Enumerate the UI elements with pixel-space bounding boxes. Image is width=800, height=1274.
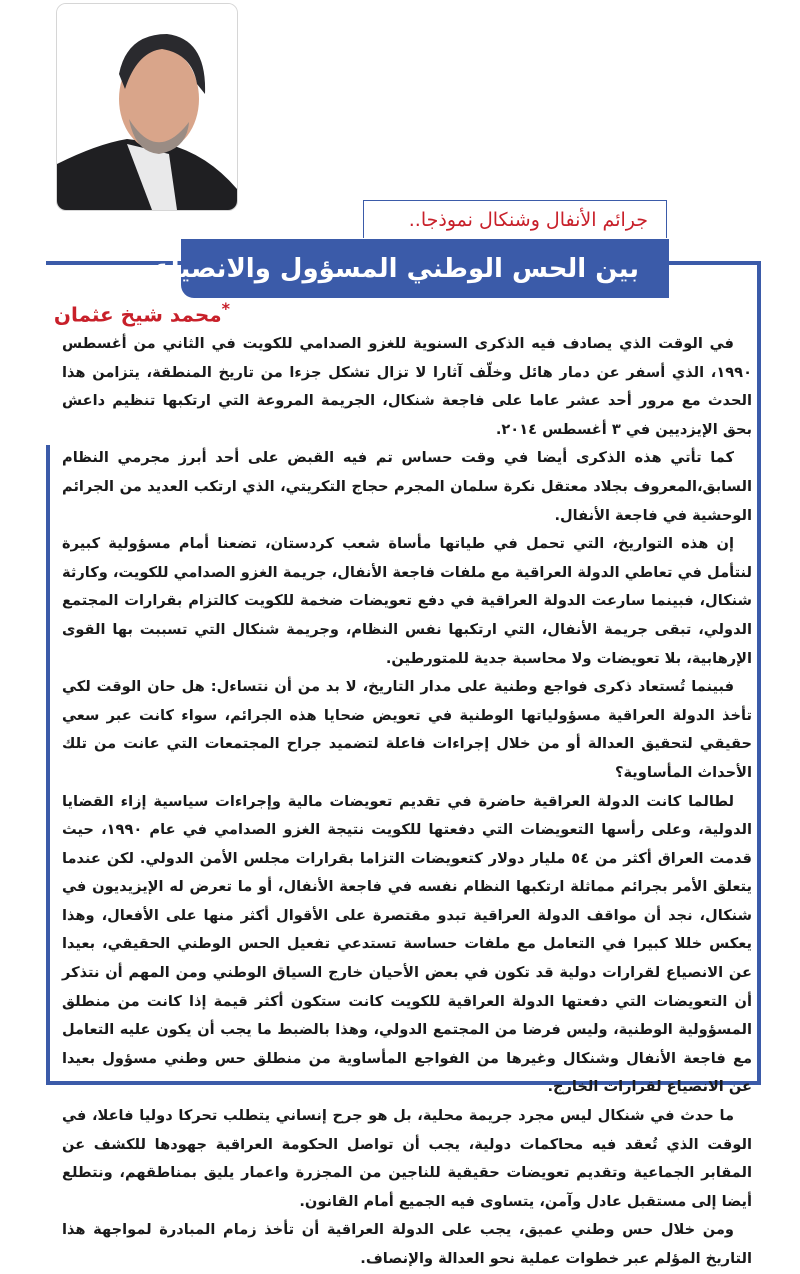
article-frame-left-border	[46, 445, 50, 1081]
paragraph: فبينما تُستعاد ذكرى فواجع وطنية على مدار التاريخ، لا بد من أن نتساءل: هل حان الوقت لكي تأخذ الدولة العراقية مسؤولياتها الوطنية في تعويض ضحايا هذه الجرائم، سواء كانت عبر سعي حقيقي لتحقيق العدالة أو من خلال إجراءات فاعلة لتضميد جراح المجتمعات التي عانت من تلك الأحداث المأساوية؟	[62, 678, 752, 781]
paragraph: في الوقت الذي يصادف فيه الذكرى السنوية للغزو الصدامي للكويت في الثاني من أغسطس ١٩٩٠، الذي أسفر عن دمار هائل وخلّف آثارا لا تزال تشكل جزءا من تاريخ المنطقة، يتزامن هذا الحدث مع مرور أحد عشر عاما على فاجعة شنكال، الجريمة المروعة التي ارتكبها تنظيم داعش بحق الإيزديين في ٣ أغسطس ٢٠١٤.	[62, 335, 752, 438]
paragraph: ما حدث في شنكال ليس مجرد جريمة محلية، بل هو جرح إنساني يتطلب تحركا دوليا فاعلا، في الوقت الذي تُعقد فيه محاكمات دولية، يجب أن تواصل الحكومة العراقية جهودها للكشف عن المقابر الجماعية وتقديم تعويضات حقيقية للناجين من المجزرة واعمار يليق بمناطقهم، ونتطلع أيضا إلى مستقبل عادل وآمن، يتساوى فيه الجميع أمام القانون.	[62, 1107, 752, 1210]
author-photo	[56, 3, 238, 211]
author-name: محمد شيخ عثمان	[53, 302, 222, 327]
paragraph: ومن خلال حس وطني عميق، يجب على الدولة العراقية أن تأخذ زمام المبادرة لمواجهة هذا التاريخ المؤلم عبر خطوات عملية نحو العدالة والإنصاف.	[62, 1221, 752, 1267]
paragraph: إن هذه التواريخ، التي تحمل في طياتها مأساة شعب كردستان، تضعنا أمام مسؤولية كبيرة لنتأمل في تعاطي الدولة العراقية مع ملفات فاجعة الأنفال، جريمة الغزو الصدامي للكويت، وكارثة شنكال، فبينما سارعت الدولة العراقية في دفع تعويضات ضخمة للكويت كالتزام بقرارات المجتمع الدولي، تبقى جريمة الأنفال، التي ارتكبها نفس النظام، وجريمة شنكال التي تسببت بها القوى الإرهابية، بلا تعويضات ولا محاسبة جدية للمتورطين.	[62, 535, 752, 667]
article-title: بين الحس الوطني المسؤول والانصياع ..	[124, 253, 639, 284]
title-box	[124, 239, 669, 298]
author-portrait-icon	[57, 4, 237, 210]
author-marker: *	[221, 299, 230, 318]
subtitle-box	[363, 200, 667, 238]
article-body	[62, 330, 752, 1274]
paragraph: لطالما كانت الدولة العراقية حاضرة في تقديم تعويضات مالية وإجراءات سياسية إزاء القضايا الدولية، وعلى رأسها التعويضات التي دفعتها للكويت نتيجة الغزو الصدامي في عام ١٩٩٠، حيث قدمت العراق أكثر من ٥٤ مليار دولار كتعويضات التزاما بقرارات مجلس الأمن الدولي. لكن عندما يتعلق الأمر بجرائم مماثلة ارتكبها النظام نفسه في فاجعة الأنفال، أو ما تعرض له الإيزيديون في شنكال، نجد أن مواقف الدولة العراقية تبدو مقتصرة على الأقوال أكثر منها على الأفعال، وهذا يعكس خللا كبيرا في التعامل مع ملفات حساسة تستدعي تفعيل الحس الوطني الحقيقي، بعيدا عن الانصياع لقرارات دولية قد تكون في بعض الأحيان خارج السياق الوطني ومن المهم أن نتذكر أن التعويضات التي دفعتها الدولة العراقية للكويت كانت ستكون أكثر قيمة إذا كانت من منطلق المسؤولية الوطنية، وليس فرضا من المجتمع الدولي، وهذا بالضبط ما يجب أن يكون عليه التعامل مع فاجعة الأنفال وشنكال وغيرها من الفواجع المأساوية من منطلق حس وطني مسؤول بعيدا عن الانصياع لقرارات الخارج.	[62, 792, 752, 1096]
paragraph: كما تأتي هذه الذكرى أيضا في وقت حساس تم فيه القبض على أحد أبرز مجرمي النظام السابق،المعروف بجلاد معتقل نكرة سلمان المجرم حجاج التكريتي، الذي ارتكب العديد من الجرائم الوحشية في فاجعة الأنفال.	[62, 449, 752, 524]
article-subtitle: جرائم الأنفال وشنكال نموذجا..	[408, 208, 648, 231]
